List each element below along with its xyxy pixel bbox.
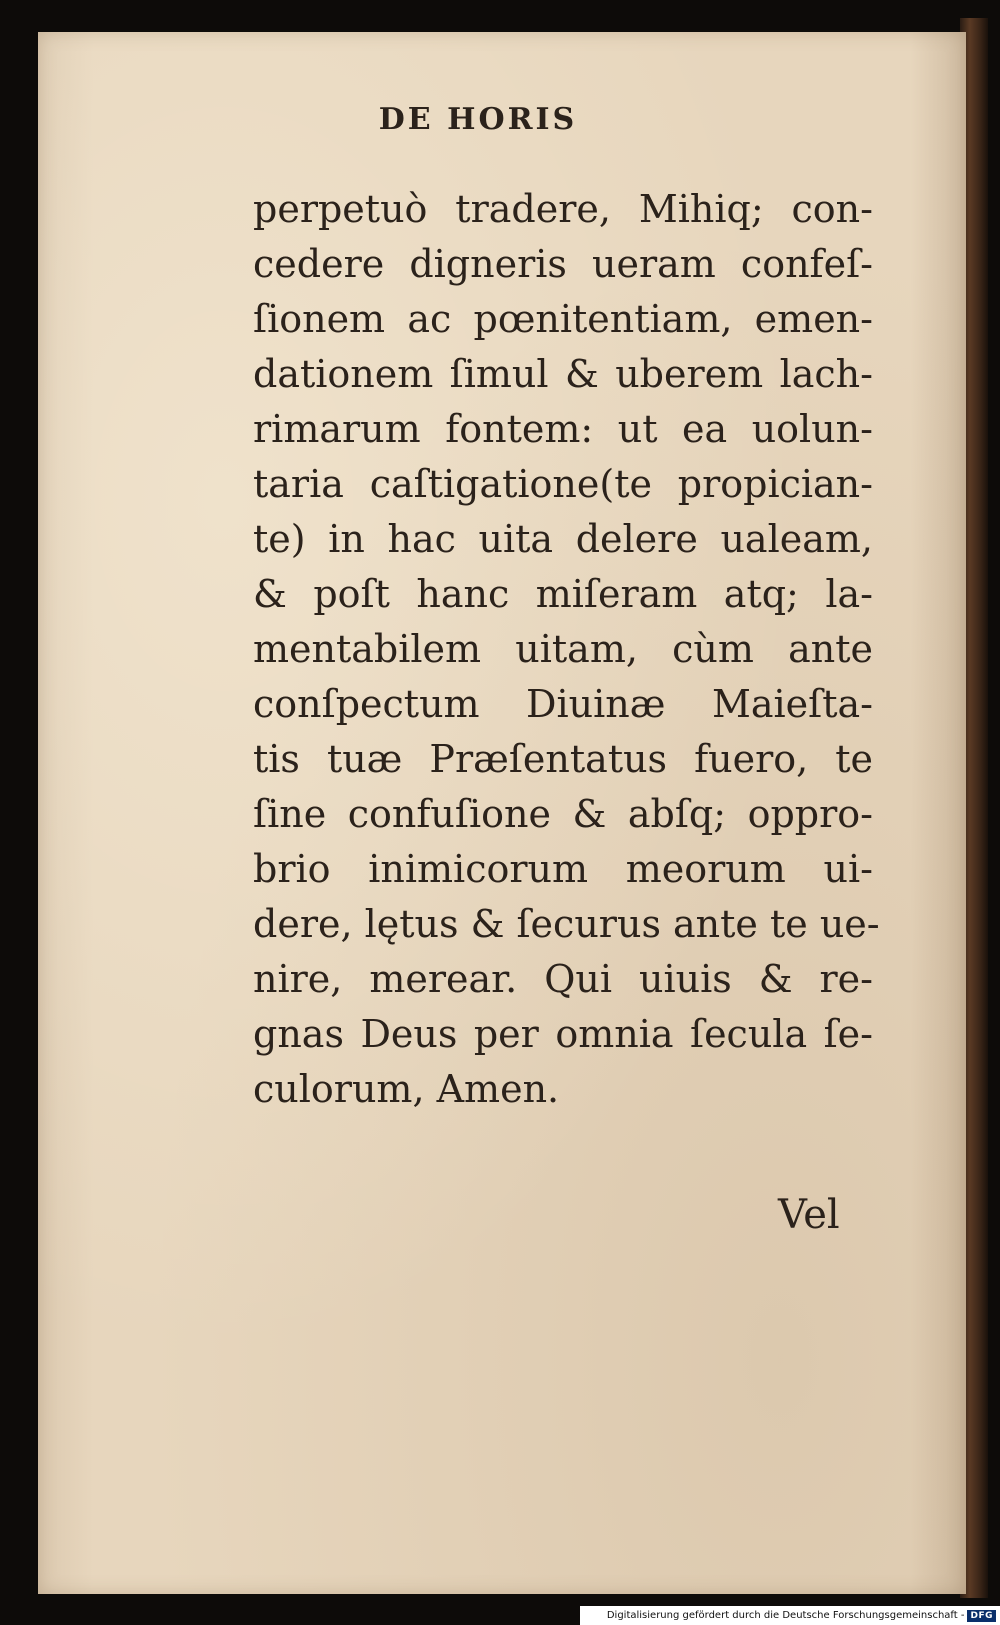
- text-block: [253, 182, 880, 1117]
- text-line: dationem ſimul & uberem lach-: [253, 352, 873, 396]
- text-line: gnas Deus per omnia ſecula ſe-: [253, 1012, 873, 1056]
- digitization-credit-bar: [580, 1606, 1000, 1625]
- text-line: ſine confuſione & abſq; oppro-: [253, 792, 873, 836]
- text-line: culorum, Amen.: [253, 1067, 560, 1111]
- book-page: [38, 32, 966, 1594]
- text-line: taria caſtigatione(te propician-: [253, 462, 873, 506]
- dfg-logo: DFG: [967, 1610, 996, 1622]
- text-line: mentabilem uitam, cùm ante: [253, 627, 873, 671]
- text-line: te) in hac uita delere ualeam,: [253, 517, 873, 561]
- text-line: & poſt hanc miſeram atq; la-: [253, 572, 873, 616]
- text-line: cedere digneris ueram confeſ-: [253, 242, 873, 286]
- text-line: perpetuò tradere, Mihiq; con-: [253, 187, 873, 231]
- text-line: conſpectum Diuinæ Maieſta-: [253, 682, 873, 726]
- text-line: dere, lętus & ſecurus ante te ue-: [253, 902, 880, 946]
- catchword: Vel: [778, 1192, 840, 1238]
- text-line: nire, merear. Qui uiuis & re-: [253, 957, 873, 1001]
- text-line: ſionem ac pœnitentiam, emen-: [253, 297, 873, 341]
- text-line: brio inimicorum meorum ui-: [253, 847, 873, 891]
- credit-text: Digitalisierung gefördert durch die Deutsche Forschungsgemeinschaft -: [606, 1610, 965, 1621]
- text-line: rimarum fontem: ut ea uolun-: [253, 407, 873, 451]
- text-line: tis tuæ Præſentatus fuero, te: [253, 737, 873, 781]
- running-header: DE HORIS: [378, 102, 578, 137]
